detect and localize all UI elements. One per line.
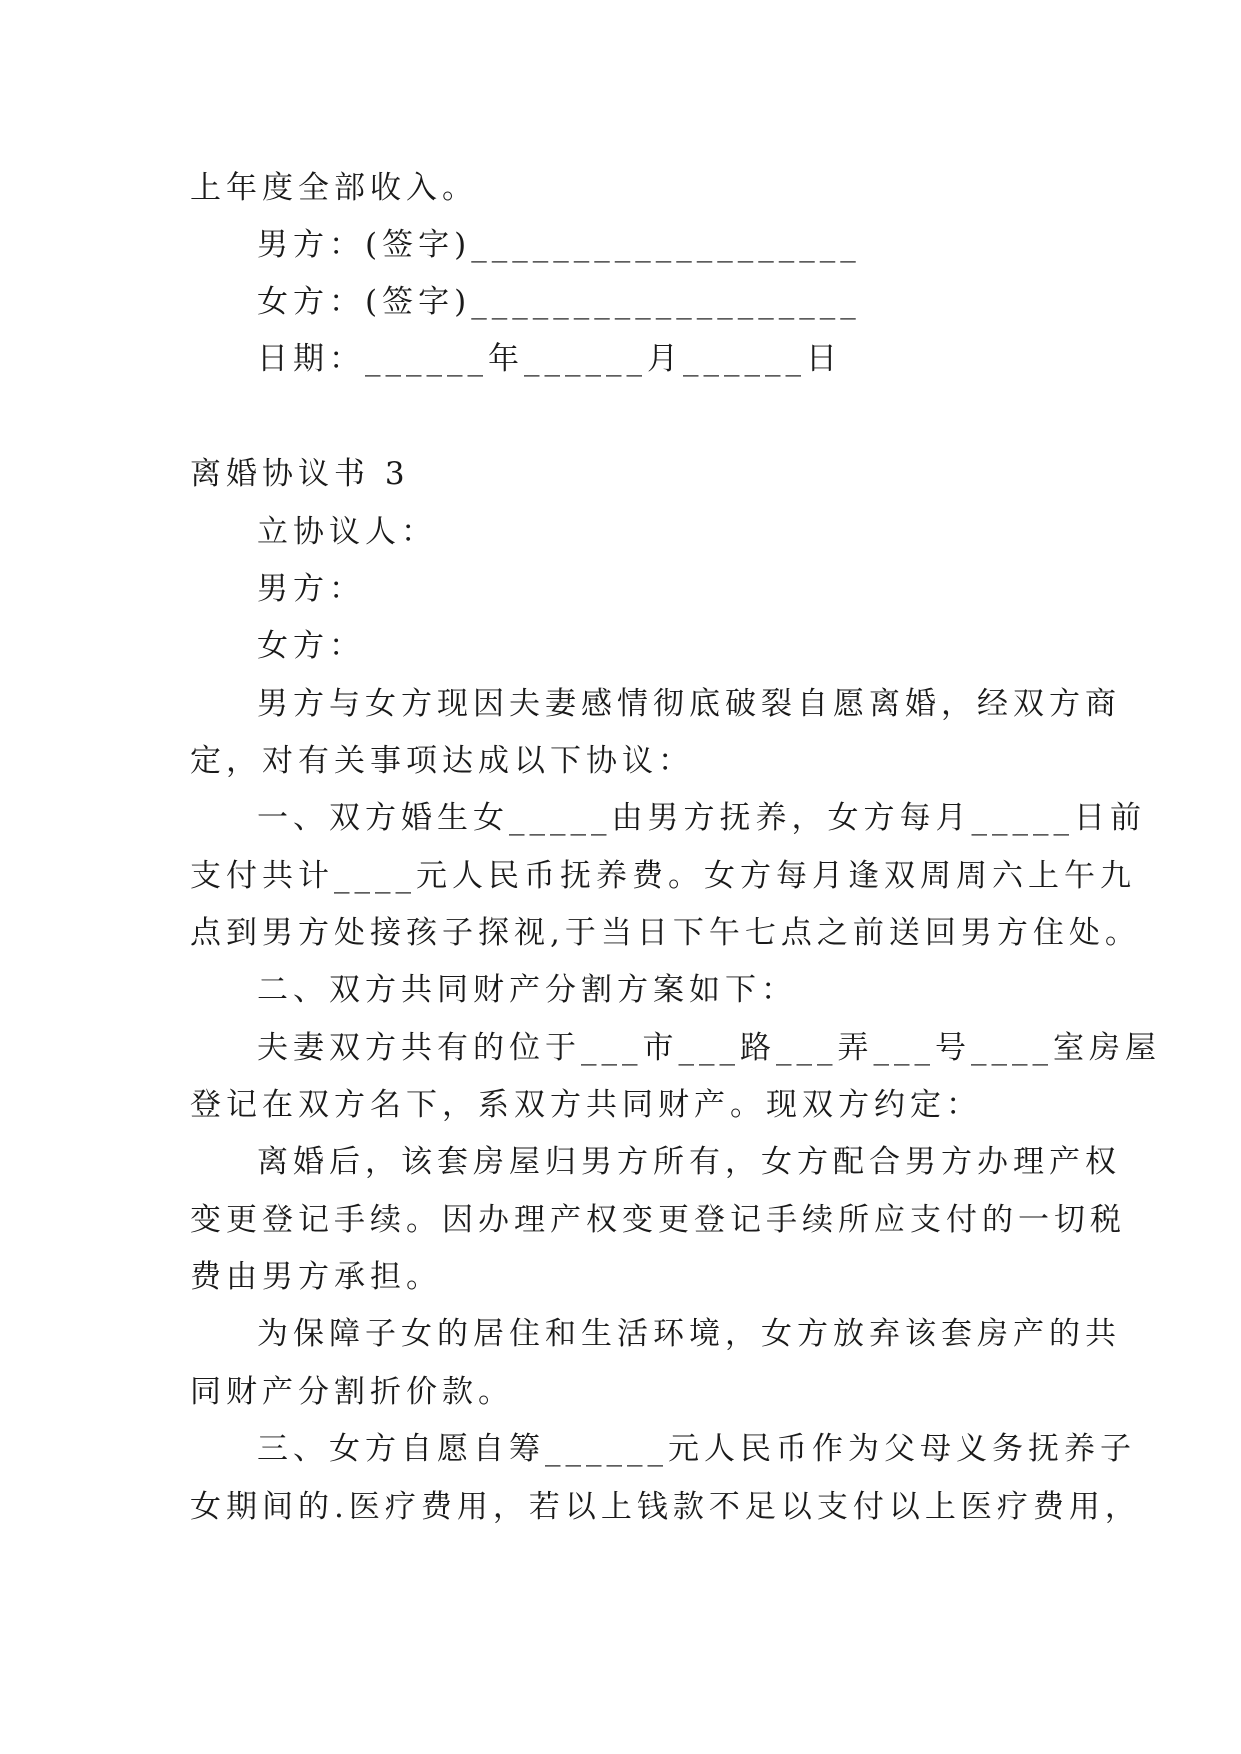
paragraph-line: 夫妻双方共有的位于___市___路___弄___号____室房屋 (257, 1030, 1161, 1066)
section-title: 离婚协议书 3 (190, 456, 410, 492)
paragraph-line: 立协议人： (257, 514, 437, 550)
paragraph-line: 登记在双方名下，系双方共同财产。现双方约定： (190, 1087, 982, 1123)
paragraph-line: 定，对有关事项达成以下协议： (190, 743, 694, 779)
paragraph-line: 同财产分割折价款。 (190, 1374, 514, 1410)
paragraph-line: 变更登记手续。因办理产权变更登记手续所应支付的一切税 (190, 1202, 1126, 1238)
paragraph-line: 上年度全部收入。 (190, 170, 478, 206)
paragraph-line: 男方与女方现因夫妻感情彻底破裂自愿离婚，经双方商 (257, 686, 1121, 722)
paragraph-line: 费由男方承担。 (190, 1259, 442, 1295)
paragraph-line: 点到男方处接孩子探视,于当日下午七点之前送回男方住处。 (190, 915, 1141, 951)
paragraph-line: 为保障子女的居住和生活环境，女方放弃该套房产的共 (257, 1316, 1121, 1352)
male-signature-line: 男方：(签字)___________________ (257, 227, 861, 263)
paragraph-line: 女方： (257, 628, 365, 664)
paragraph-line: 二、双方共同财产分割方案如下： (257, 972, 797, 1008)
date-line: 日期：______年______月______日 (257, 341, 842, 377)
paragraph-line: 男方： (257, 571, 365, 607)
paragraph-line: 女期间的.医疗费用，若以上钱款不足以支付以上医疗费用， (190, 1489, 1141, 1525)
female-signature-line: 女方：(签字)___________________ (257, 284, 861, 320)
paragraph-line: 支付共计____元人民币抚养费。女方每月逢双周周六上午九 (190, 858, 1136, 894)
paragraph-line: 一、双方婚生女_____由男方抚养，女方每月_____日前 (257, 800, 1146, 836)
paragraph-line: 离婚后，该套房屋归男方所有，女方配合男方办理产权 (257, 1144, 1121, 1180)
paragraph-line: 三、女方自愿自筹______元人民币作为父母义务抚养子 (257, 1431, 1136, 1467)
